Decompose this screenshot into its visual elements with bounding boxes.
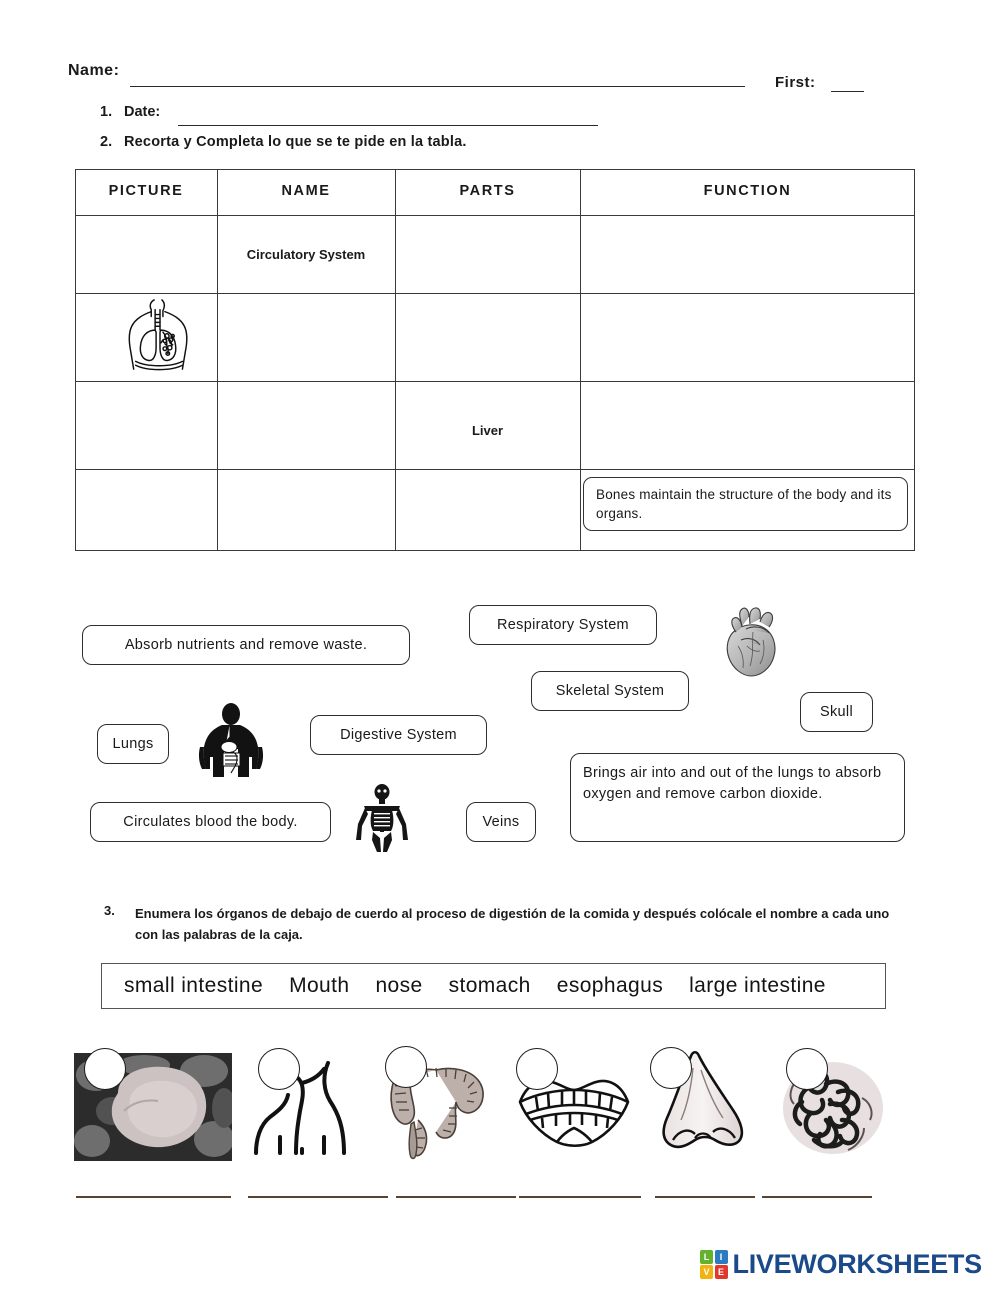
cutout-brings-air[interactable]: Brings air into and out of the lungs to absorb oxygen and remove carbon dioxide. xyxy=(570,753,905,842)
name-label: Name: xyxy=(68,62,120,79)
heart-illustration xyxy=(716,602,788,680)
date-label: Date: xyxy=(124,104,161,120)
wordbank-item-nose[interactable]: nose xyxy=(375,974,423,997)
wordbank-item-stomach[interactable]: stomach xyxy=(448,974,531,997)
cutout-lungs[interactable]: Lungs xyxy=(97,724,169,764)
wordbank-item-large-intestine[interactable]: large intestine xyxy=(689,974,826,997)
organ-number-circle-2[interactable] xyxy=(258,1048,300,1090)
logo-tiles xyxy=(700,1250,728,1280)
table-header-picture: PICTURE xyxy=(108,183,184,199)
wordbank-item-esophagus[interactable]: esophagus xyxy=(556,974,664,997)
organ-answer-line-6[interactable] xyxy=(762,1196,872,1198)
logo-tile-i: I xyxy=(715,1250,728,1264)
cutout-veins[interactable]: Veins xyxy=(466,802,536,842)
table-cell-name-row1[interactable]: Circulatory System xyxy=(246,247,366,262)
organ-number-circle-4[interactable] xyxy=(516,1048,558,1090)
skeleton-figure xyxy=(352,784,412,852)
digestive-system-silhouette xyxy=(198,703,264,785)
organ-answer-line-4[interactable] xyxy=(519,1196,641,1198)
organ-number-circle-6[interactable] xyxy=(786,1048,828,1090)
cutout-skull[interactable]: Skull xyxy=(800,692,873,732)
logo-tile-l: L xyxy=(700,1250,713,1264)
cutout-respiratory-system[interactable]: Respiratory System xyxy=(469,605,657,645)
question-2-number: 2. xyxy=(100,134,113,150)
question-3-text: Enumera los órganos de debajo de cuerdo al proceso de digestión de la comida y después colócale el nombre a cada uno con las palabras de la caja. xyxy=(135,906,890,942)
question-3-number: 3. xyxy=(104,903,115,918)
word-bank xyxy=(101,963,886,1009)
organ-number-circle-3[interactable] xyxy=(385,1046,427,1088)
organ-answer-line-2[interactable] xyxy=(248,1196,388,1198)
organ-answer-line-5[interactable] xyxy=(655,1196,755,1198)
wordbank-item-small-intestine[interactable]: small intestine xyxy=(124,974,264,997)
organ-number-circle-1[interactable] xyxy=(84,1048,126,1090)
question-1-number: 1. xyxy=(100,104,113,120)
table-header-function: FUNCTION xyxy=(703,183,792,199)
cutout-digestive-system[interactable]: Digestive System xyxy=(310,715,487,755)
table-header-parts: PARTS xyxy=(459,183,516,199)
cutout-circulates-blood[interactable]: Circulates blood the body. xyxy=(90,802,331,842)
table-cell-parts-row3[interactable]: Liver xyxy=(471,423,504,438)
table-header-name: NAME xyxy=(281,183,331,199)
first-label: First: xyxy=(775,74,816,91)
cutout-skeletal-system[interactable]: Skeletal System xyxy=(531,671,689,711)
bones-function-card[interactable]: Bones maintain the structure of the body and its organs. xyxy=(583,477,908,531)
logo-text: LIVEWORKSHEETS xyxy=(732,1249,982,1279)
logo-tile-e: E xyxy=(715,1265,728,1279)
organ-number-circle-5[interactable] xyxy=(650,1047,692,1089)
wordbank-item-mouth[interactable]: Mouth xyxy=(289,974,350,997)
question-2-text: Recorta y Completa lo que se te pide en la tabla. xyxy=(124,134,467,150)
organ-answer-line-3[interactable] xyxy=(396,1196,516,1198)
logo-tile-v: V xyxy=(700,1265,713,1279)
organ-answer-line-1[interactable] xyxy=(76,1196,231,1198)
cutout-absorb-nutrients[interactable]: Absorb nutrients and remove waste. xyxy=(82,625,410,665)
liveworksheets-logo xyxy=(700,1249,982,1280)
